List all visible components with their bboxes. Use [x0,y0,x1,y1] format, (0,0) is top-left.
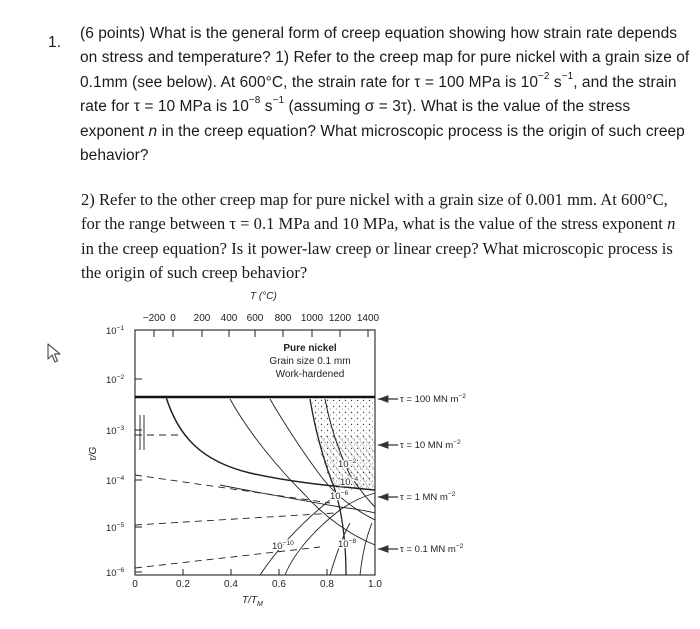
contour-line [260,500,330,575]
contour-label [338,538,356,550]
dashed-stress-line [135,475,330,503]
top-tick-label: 800 [274,313,292,324]
contour-label-base: 10 [338,539,349,550]
q1-text-e: (assuming σ = 3τ). What is the value of the stress exponent [80,98,631,140]
x-axis-title-base: T/T [242,595,257,606]
q2-exponent-n: n [667,214,676,234]
x-tick-label: 0.8 [320,579,334,590]
top-axis-ticks [143,313,380,337]
top-tick-label: 1200 [328,313,352,324]
contour-label-exp: −2 [348,458,357,465]
stress-label-base: τ = 100 MN m [400,394,459,405]
top-tick-label: 600 [246,313,264,324]
top-tick-label: 200 [193,313,211,324]
y-tick-label-exp: −5 [116,522,125,529]
y-tick-label-base: 10 [106,426,117,437]
q2-text-b: in the creep equation? Is it power-law creep or linear creep? What microscopic process is the origin of such creep behavior? [81,238,673,283]
top-tick-label: 0 [170,313,176,324]
stress-label [400,543,464,555]
q1-text-a: What is the general form of creep equation showing how strain rate depends on stress and temperature? 1) Refer to the creep map for pure nickel with a grain size of 0.1mm (see below). At 600°C, the strain rate for τ = 100 MPa is 10 [80,25,690,91]
stress-label-base: τ = 10 MN m [400,440,454,451]
stress-label [400,491,456,503]
q1-exp-d: −1 [272,95,285,107]
q1-exponent-n: n [148,122,158,140]
contour-label-exp: −6 [340,490,349,497]
y-tick-label-base: 10 [106,326,117,337]
q1-text-d: s [260,98,273,116]
points-label: (6 points) [80,25,146,42]
contour-label-exp: −8 [348,538,357,545]
contour-label-exp: −10 [282,540,294,547]
stress-label-base: τ = 1 MN m [400,492,448,503]
y-tick-label-exp: −2 [116,374,125,381]
q1-exp-a: −2 [538,70,550,82]
map-title-line-1: Pure nickel [283,343,337,354]
stress-label-exp: −2 [455,543,464,550]
map-title-line-2: Grain size 0.1 mm [269,356,351,367]
map-title-line-3: Work-hardened [275,369,345,380]
top-tick-label: 1400 [356,313,380,324]
x-tick-label: 1.0 [368,579,382,590]
y-axis-ticks [106,325,142,579]
y-axis-title: τ/G [88,446,99,461]
question-part-1 [80,22,690,168]
x-tick-label: 0.4 [224,579,238,590]
stress-label-exp: −2 [458,393,466,400]
y-tick-label-exp: −4 [116,475,125,482]
contour-label [330,490,348,502]
x-axis-title-sub: M [257,601,263,608]
stress-label [400,393,466,405]
question-part-2 [81,188,681,286]
top-tick-label: −200 [142,313,166,324]
y-tick-label [106,567,124,579]
contour-label-base: 10 [338,459,349,470]
y-tick-label-base: 10 [106,568,117,579]
x-tick-label: 0.2 [176,579,190,590]
y-tick-label-base: 10 [106,476,117,487]
stress-label [400,439,461,451]
x-tick-label: 0.6 [272,579,286,590]
q1-text-b: s [549,73,562,91]
contour-label-base: 10 [340,477,351,488]
contour-label-base: 10 [330,491,341,502]
q1-text-f: in the creep equation? What microscopic process is the origin of such creep behavior? [80,122,685,165]
question-number: 1. [48,34,62,51]
stress-label-arrows [378,393,466,555]
contour-label-base: 10 [272,541,283,552]
stress-label-exp: −2 [447,491,456,498]
q1-exp-b: −1 [561,70,574,82]
q1-text-c: , and the strain rate for τ = 10 MPa is 10 [80,73,677,116]
y-tick-label [106,425,124,437]
contour-label-exp: −4 [350,476,359,483]
stress-label-base: τ = 0.1 MN m [400,544,456,555]
creep-deformation-map [80,285,500,615]
x-tick-label: 0 [132,579,138,590]
y-tick-label-base: 10 [106,523,117,534]
mouse-cursor-icon [46,342,62,364]
top-tick-label: 1000 [300,313,324,324]
dashed-stress-line [135,513,335,525]
y-tick-label [106,374,124,386]
q2-text-a: 2) Refer to the other creep map for pure nickel with a grain size of 0.001 mm. At 600°C, for the range between τ = 0.1 MPa and 10 MPa, what is the value of the stress exponent [81,190,668,234]
x-axis-title [242,595,263,608]
y-tick-label-exp: −1 [116,325,125,332]
q1-exp-c: −8 [248,95,261,107]
top-tick-label: 400 [220,313,238,324]
x-axis-ticks [132,569,382,590]
y-tick-label [106,522,124,534]
y-tick-label [106,325,124,337]
y-tick-label [106,475,124,487]
y-tick-label-exp: −6 [116,567,125,574]
top-axis-title: T (°C) [250,291,277,302]
y-tick-label-base: 10 [106,375,117,386]
dashed-stress-line [135,547,320,568]
contour-line [360,523,372,575]
stress-label-exp: −2 [453,439,461,446]
y-tick-label-exp: −3 [116,425,125,432]
